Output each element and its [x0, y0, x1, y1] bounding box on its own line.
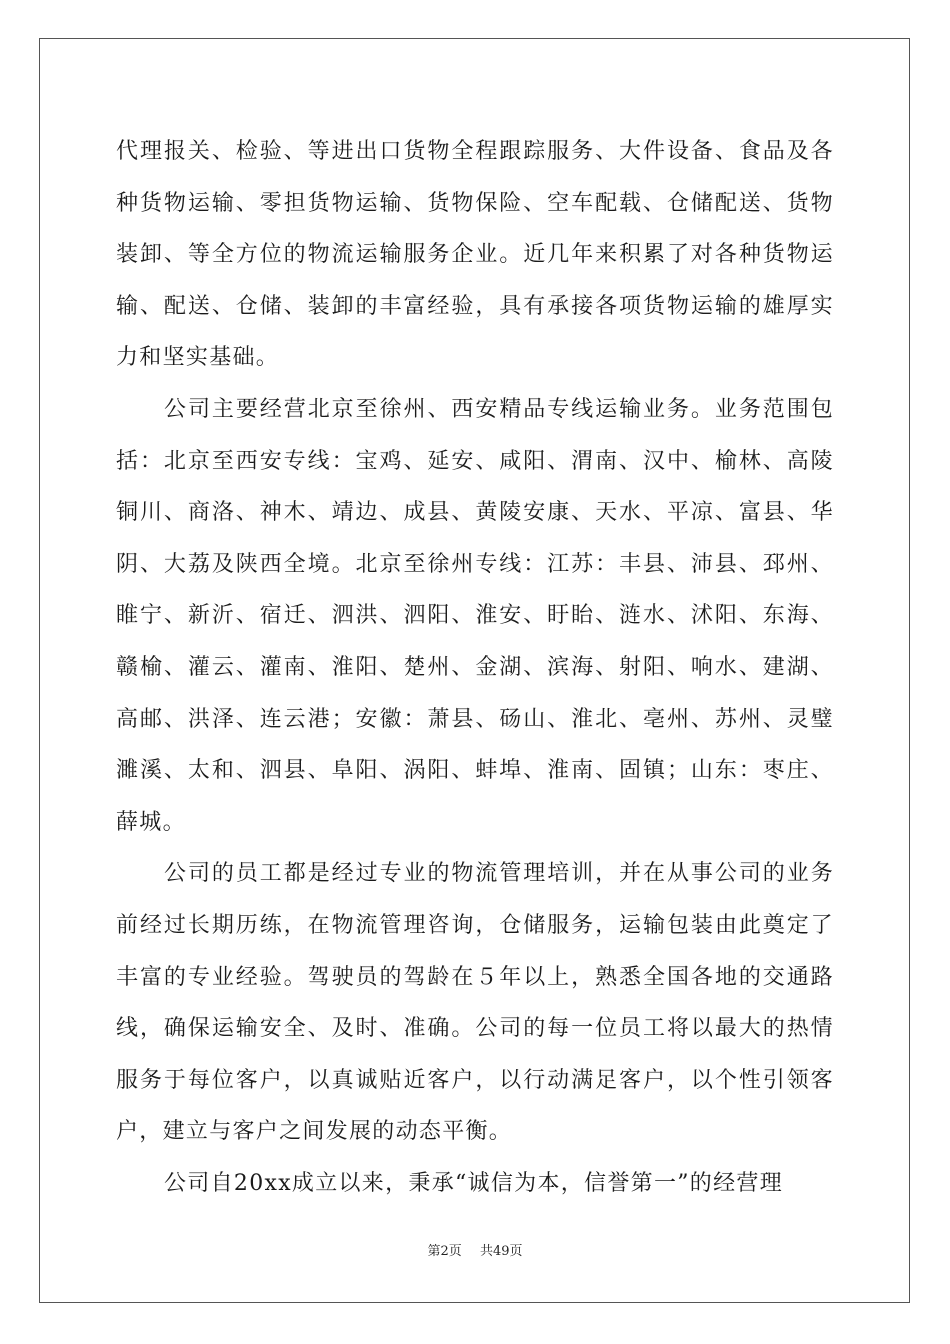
paragraph-continued: 代理报关、检验、等进出口货物全程跟踪服务、大件设备、食品及各种货物运输、零担货物运输、货物保险、空车配载、仓储配送、货物装卸、等全方位的物流运输服务企业。近几年来积累了对各种货物运输、配送、仓储、装卸的丰富经验，具有承接各项货物运输的雄厚实力和坚实基础。	[116, 139, 834, 371]
page-footer	[0, 1240, 950, 1259]
total-pages: 共49页	[479, 1244, 523, 1259]
page-number: 第2页	[427, 1244, 462, 1259]
paragraph-staff: 公司的员工都是经过专业的物流管理培训，并在从事公司的业务前经过长期历练，在物流管理咨询，仓储服务，运输包装由此奠定了丰富的专业经验。驾驶员的驾龄在５年以上，熟悉全国各地的交通路线，确保运输安全、及时、准确。公司的每一位员工将以最大的热情服务于每位客户，以真诚贴近客户，以行动满足客户，以个性引领客户，建立与客户之间发展的动态平衡。	[116, 861, 834, 1145]
paragraph-business-scope: 公司主要经营北京至徐州、西安精品专线运输业务。业务范围包括：北京至西安专线：宝鸡、延安、咸阳、渭南、汉中、榆林、高陵铜川、商洛、神木、靖边、成县、黄陵安康、天水、平凉、富县、华阴、大荔及陕西全境。北京至徐州专线：江苏：丰县、沛县、邳州、睢宁、新沂、宿迁、泗洪、泗阳、淮安、盱眙、涟水、沭阳、东海、赣榆、灌云、灌南、淮阳、楚州、金湖、滨海、射阳、响水、建湖、高邮、洪泽、连云港；安徽：萧县、砀山、淮北、亳州、苏州、灵璧濉溪、太和、泗县、阜阳、涡阳、蚌埠、淮南、固镇；山东：枣庄、薛城。	[116, 396, 834, 835]
document-body	[116, 126, 834, 1209]
paragraph-history: 公司自20xx成立以来，秉承“诚信为本，信誉第一”的经营理	[164, 1170, 784, 1196]
